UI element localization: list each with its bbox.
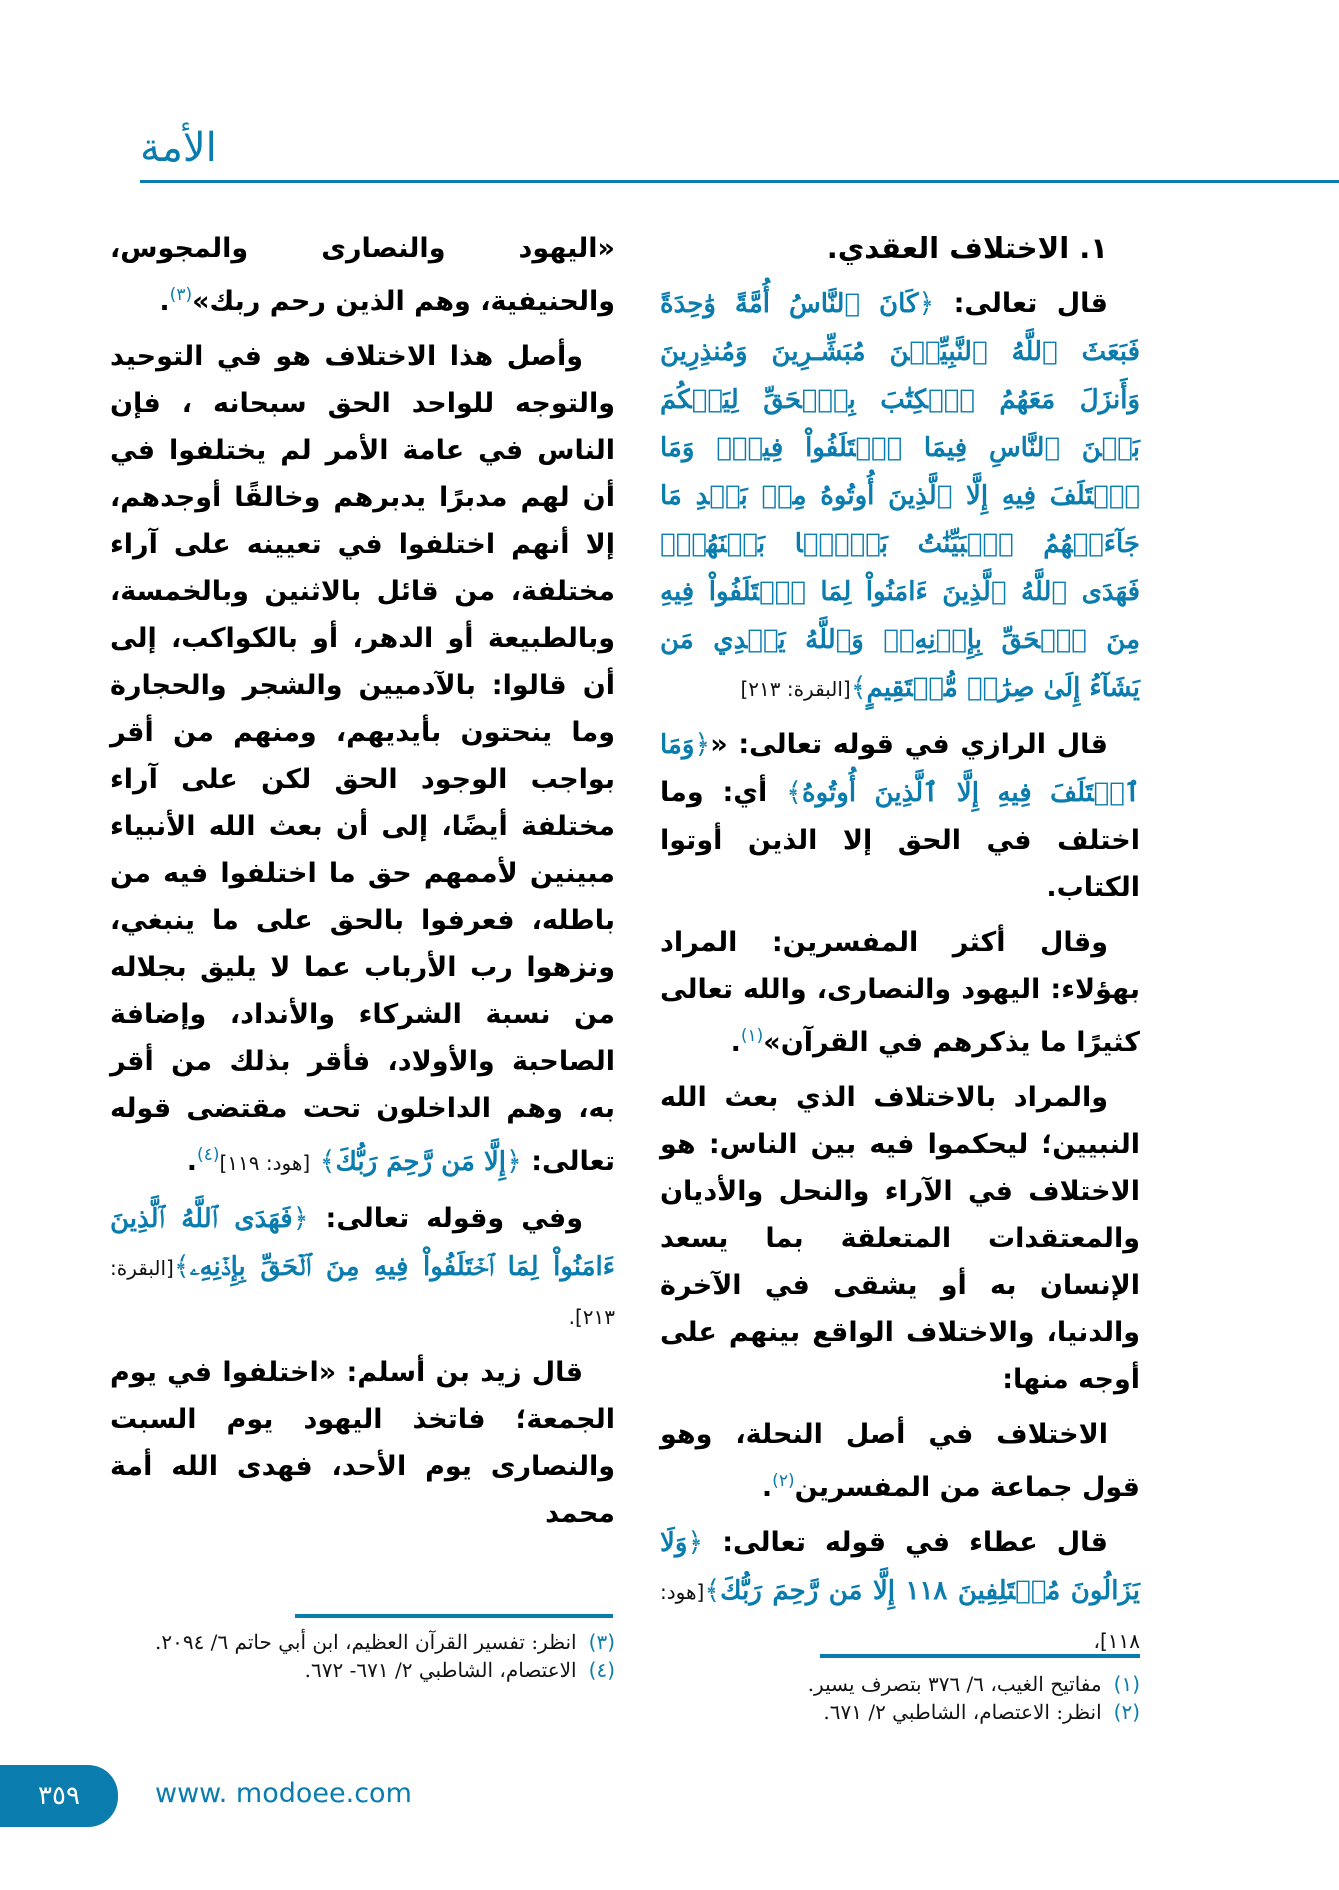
quran-verse: إِلَّا مَن رَّحِمَ رَبُّكَ: [335, 1147, 506, 1177]
text: وفي وقوله تعالى:: [308, 1203, 583, 1234]
footnote-divider: [820, 1654, 1140, 1658]
page-number-badge: [0, 1765, 118, 1827]
quran-verse: فَهَدَى ٱللَّهُ ٱلَّذِينَ ءَامَنُواْ لِمَا ٱخۡتَلَفُواْ فِيهِ مِنَ ٱلۡحَقِّ بِإِذۡنِهِۦ: [110, 1204, 615, 1282]
footnotes-left: [110, 1628, 615, 1684]
quran-verse: وَمَا ٱخۡتَلَفَ فِيهِ إِلَّا ٱلَّذِينَ أُوتُوهُ: [660, 730, 1140, 808]
quran-close-brace-icon: ﴾: [850, 672, 867, 703]
footnote-ref-link[interactable]: (٤): [197, 1145, 220, 1165]
section-heading: ١. الاختلاف العقدي.: [826, 231, 1108, 265]
quran-verse: وَلَا يَزَالُونَ مُخۡتَلِفِينَ ١١٨ إِلَّا مَن رَّحِمَ رَبُّكَ: [660, 1528, 1140, 1606]
book-section-title: الأمة: [140, 125, 217, 171]
text: الاختلاف في أصل النحلة، وهو قول جماعة من المفسرين: [660, 1419, 1140, 1503]
footnote-ref-link[interactable]: (٢): [772, 1471, 795, 1491]
paragraph: [660, 1519, 1140, 1665]
text: «اليهود والنصارى والمجوس، والحنيفية، وهم الذين رحم ربك»: [110, 233, 615, 317]
paragraph: [660, 1074, 1140, 1403]
footnote-ref-link[interactable]: (١): [740, 1026, 764, 1046]
quran-close-brace-icon: ﴾: [173, 1251, 190, 1282]
footnote-text: انظر: الاعتصام، الشاطبي ٢/ ٦٧١.: [823, 1700, 1102, 1724]
quran-open-brace-icon: ﴿: [918, 288, 935, 319]
verse-reference: [هود: ١١٩]: [219, 1151, 311, 1175]
footnotes-right: [700, 1670, 1140, 1726]
footnote-number: (٤): [588, 1658, 615, 1682]
footnote: [700, 1698, 1140, 1726]
text: وقال أكثر المفسرين: المراد بهؤلاء: اليهود والنصارى، والله تعالى كثيرًا ما يذكرهم في القرآن»: [660, 927, 1140, 1058]
quran-open-brace-icon: ﴿: [694, 729, 711, 760]
paragraph: [660, 721, 1140, 911]
paragraph: [110, 1195, 615, 1341]
footnote-number: (٢): [1113, 1700, 1140, 1724]
footnote: [110, 1656, 615, 1684]
quran-open-brace-icon: ﴿: [292, 1203, 309, 1234]
footnote: [700, 1670, 1140, 1698]
text: وأصل هذا الاختلاف هو في التوحيد والتوجه للواحد الحق سبحانه ، فإن الناس في عامة الأمر لم يختلفوا في أن لهم مدبرًا يدبرهم وخالقًا أوجدهم، إلا أنهم اختلفوا في تعيينه على آراء مختلفة، من قائل بالاثنين وبالخمسة، وبالطبيعة أو الدهر، أو بالكواكب، إلى أن قالوا: بالآدميين والشجر والحجارة وما ينحتون بأيديهم، ومنهم من أقر بواجب الوجود الحق لكن على آراء مختلفة أيضًا، إلى أن بعث الله الأنبياء مبينين لأممهم حق ما اختلفوا فيه من باطله، فعرفوا بالحق على ما ينبغي، ونزهوا رب الأرباب عما لا يليق بجلاله من نسبة الشركاء والأنداد، وإضافة الصاحبة والأولاد، فأقر بذلك من أقر به، وهم الداخلون تحت مقتضى قوله تعالى:: [110, 341, 615, 1177]
text: .: [186, 1146, 198, 1177]
verse-reference: [البقرة: ٢١٣].: [110, 1256, 615, 1329]
text: قال الرازي في قوله تعالى: «: [710, 729, 1108, 760]
paragraph: [660, 1411, 1140, 1511]
quran-verse: كَانَ ٱلنَّاسُ أُمَّةً وَٰحِدَةً فَبَعَثَ ٱللَّهُ ٱلنَّبِيِّـۧنَ مُبَشِّـرِينَ وَمُنذِرِينَ وَأَنزَلَ مَعَهُمُ ٱلۡكِتَٰبَ بِٱلۡحَقِّ لِيَحۡكُمَ بَيۡنَ ٱلنَّاسِ فِيمَا ٱخۡتَلَفُواْ فِيهِۚ وَمَا ٱخۡتَلَفَ فِيهِ إِلَّا ٱلَّذِينَ أُوتُوهُ مِنۢ بَعۡدِ مَا جَآءَتۡهُمُ ٱلۡبَيِّنَٰتُ بَغۡيَۢا بَيۡنَهُمۡۖ فَهَدَى ٱللَّهُ ٱلَّذِينَ ءَامَنُواْ لِمَا ٱخۡتَلَفُواْ فِيهِ مِنَ ٱلۡحَقِّ بِإِذۡنِهِۦۗ وَٱللَّهُ يَهۡدِي مَن يَشَآءُ إِلَىٰ صِرَٰطٖ مُّسۡتَقِيمٍ: [660, 289, 1140, 703]
footnote-number: (١): [1113, 1672, 1140, 1696]
footnote-number: (٣): [588, 1630, 615, 1654]
text: أي: وما اختلف في الحق إلا الذين أوتوا الكتاب.: [660, 777, 1140, 903]
text: قال تعالى:: [934, 288, 1108, 319]
paragraph: [110, 1349, 615, 1537]
paragraph: [110, 225, 615, 325]
text: .: [730, 1027, 741, 1058]
quran-open-brace-icon: ﴿: [506, 1146, 522, 1177]
header-divider: [140, 180, 1339, 183]
quran-close-brace-icon: ﴾: [319, 1146, 336, 1177]
text: .: [761, 1472, 773, 1503]
paragraph: [660, 280, 1140, 713]
paragraph: [660, 919, 1140, 1066]
website-link[interactable]: www. modoee.com: [155, 1778, 412, 1809]
quran-close-brace-icon: ﴾: [704, 1575, 721, 1606]
text: قال عطاء في قوله تعالى:: [703, 1527, 1108, 1558]
page-number: ٣٥٩: [38, 1781, 80, 1811]
text: قال زيد بن أسلم: «اختلفوا في يوم الجمعة؛ فاتخذ اليهود يوم السبت والنصارى يوم الأحد، فهدى الله أمة محمد: [110, 1357, 615, 1529]
quran-open-brace-icon: ﴿: [687, 1527, 704, 1558]
verse-reference: [البقرة: ٢١٣]: [740, 677, 851, 701]
text: والمراد بالاختلاف الذي بعث الله النبيين؛ ليحكموا فيه بين الناس: هو الاختلاف في الآراء والنحل والأديان والمعتقدات المتعلقة بما يسعد الإنسان به أو يشقى في الآخرة والدنيا، والاختلاف الواقع بينهم على أوجه منها:: [660, 1082, 1140, 1395]
footnote-ref-link[interactable]: (٣): [169, 285, 193, 305]
right-column: [660, 225, 1140, 1673]
footnote: [110, 1628, 615, 1656]
footnote-divider: [295, 1614, 613, 1618]
paragraph: [110, 333, 615, 1187]
quran-close-brace-icon: ﴾: [786, 777, 802, 808]
left-column: [110, 225, 615, 1545]
verse-reference: [هود: ١١٨]،: [660, 1580, 1140, 1653]
footnote-text: انظر: تفسير القرآن العظيم، ابن أبي حاتم ٦/ ٢٠٩٤.: [155, 1630, 577, 1654]
footnote-text: الاعتصام، الشاطبي ٢/ ٦٧١- ٦٧٢.: [304, 1658, 577, 1682]
text: .: [159, 286, 170, 317]
footnote-text: مفاتيح الغيب، ٦/ ٣٧٦ بتصرف يسير.: [807, 1672, 1102, 1696]
